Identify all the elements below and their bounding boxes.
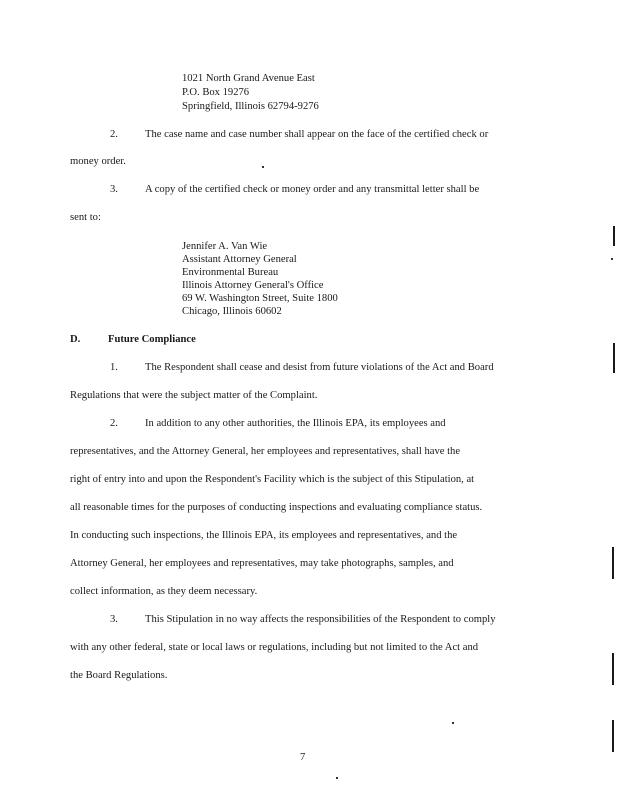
d-para-1-line-1: The Respondent shall cease and desist from future violations of the Act and Board [145, 362, 494, 373]
d-para-2-line-4: all reasonable times for the purposes of conducting inspections and evaluating compliance status. [70, 502, 483, 513]
address-2-line-3: Environmental Bureau [182, 267, 279, 278]
scan-speck [452, 722, 454, 724]
scan-mark [612, 547, 614, 579]
page-number: 7 [300, 752, 306, 763]
para-2-line-1: The case name and case number shall appear on the face of the certified check or [145, 129, 489, 140]
address-2-line-1: Jennifer A. Van Wie [182, 241, 268, 252]
para-3-line-1: A copy of the certified check or money order and any transmittal letter shall be [145, 184, 480, 195]
d-para-1-line-2: Regulations that were the subject matter of the Complaint. [70, 390, 318, 401]
d-para-1-number: 1. [110, 362, 118, 373]
d-para-2-line-6: Attorney General, her employees and representatives, may take photographs, samples, and [70, 558, 454, 569]
scan-speck [336, 777, 338, 779]
d-para-3-line-2: with any other federal, state or local laws or regulations, including but not limited to the Act and [70, 642, 479, 653]
para-3-number: 3. [110, 184, 118, 195]
d-para-2-line-1: In addition to any other authorities, the Illinois EPA, its employees and [145, 418, 446, 429]
address-1-line-1: 1021 North Grand Avenue East [182, 73, 315, 84]
scan-mark [612, 653, 614, 685]
address-1-line-2: P.O. Box 19276 [182, 87, 250, 98]
address-2-line-2: Assistant Attorney General [182, 254, 297, 265]
address-2-line-4: Illinois Attorney General's Office [182, 280, 324, 291]
section-d-title: Future Compliance [108, 334, 196, 345]
para-3-line-2: sent to: [70, 212, 101, 223]
d-para-2-line-2: representatives, and the Attorney General, her employees and representatives, shall have the [70, 446, 461, 457]
d-para-2-line-3: right of entry into and upon the Respondent's Facility which is the subject of this Stipulation, at [70, 474, 475, 485]
address-1-line-3: Springfield, Illinois 62794-9276 [182, 101, 319, 112]
para-2-number: 2. [110, 129, 118, 140]
scan-speck [611, 258, 613, 260]
scan-mark [613, 226, 615, 246]
d-para-3-line-3: the Board Regulations. [70, 670, 168, 681]
section-d-letter: D. [70, 334, 81, 345]
d-para-2-line-5: In conducting such inspections, the Illinois EPA, its employees and representatives, and the [70, 530, 458, 541]
d-para-3-line-1: This Stipulation in no way affects the responsibilities of the Respondent to comply [145, 614, 496, 625]
scan-mark [613, 343, 615, 373]
d-para-3-number: 3. [110, 614, 118, 625]
para-2-line-2: money order. [70, 156, 126, 167]
d-para-2-line-7: collect information, as they deem necessary. [70, 586, 258, 597]
d-para-2-number: 2. [110, 418, 118, 429]
address-2-line-6: Chicago, Illinois 60602 [182, 306, 282, 317]
scan-mark [612, 720, 614, 752]
scan-speck [262, 166, 264, 168]
address-2-line-5: 69 W. Washington Street, Suite 1800 [182, 293, 338, 304]
